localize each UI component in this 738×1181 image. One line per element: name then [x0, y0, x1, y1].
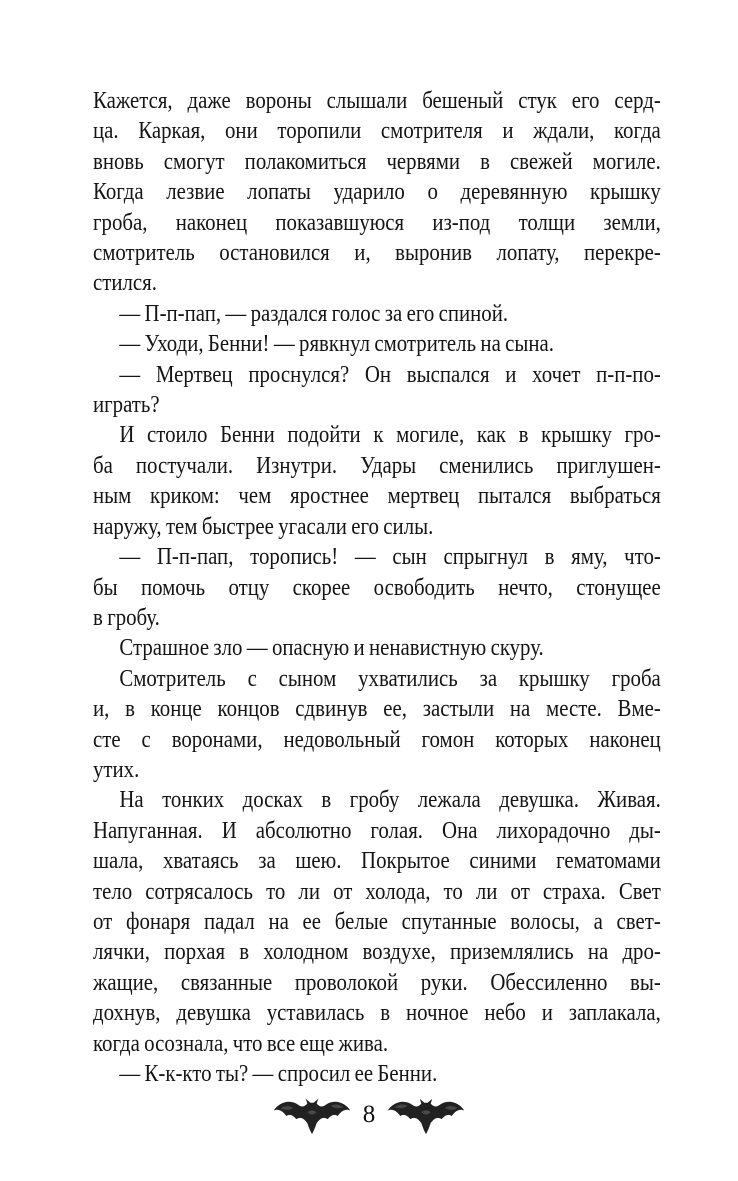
bat-icon [387, 1097, 465, 1135]
text-line: тело сотрясалось то ли от холода, то ли от страха. Свет [93, 877, 661, 905]
paragraph [93, 299, 661, 329]
page-number: 8 [362, 1101, 376, 1128]
paragraph [93, 1059, 661, 1089]
text-line: — П-п-пап, — раздался голос за его спиной. [119, 299, 509, 327]
text-line: жащие, связанные проволокой руки. Обессиленно вы- [93, 968, 661, 996]
bat-ornament-right [387, 1097, 465, 1135]
paragraph [93, 633, 661, 663]
text-line: и, в конце концов сдвинув ее, застыли на месте. Вме- [93, 695, 661, 723]
paragraph [93, 542, 661, 633]
text-line: — Мертвец проснулся? Он выспался и хочет п-п-по- [119, 360, 661, 388]
text-line: наружу, тем быстрее угасали его силы. [93, 512, 434, 540]
text-line: Смотритель с сыном ухватились за крышку гроба [119, 664, 661, 692]
text-line: в гробу. [93, 603, 160, 631]
text-line: Кажется, даже вороны слышали бешеный стук его серд- [93, 87, 661, 114]
text-line: лячки, порхая в холодном воздухе, приземлялись на дро- [93, 938, 661, 966]
text-line: от фонаря падал на ее белые спутанные волосы, а свет- [93, 907, 661, 935]
text-line: утих. [93, 755, 140, 783]
page-text [93, 86, 661, 1089]
page-footer [0, 1097, 738, 1135]
paragraph [93, 785, 661, 1059]
bat-icon [273, 1097, 351, 1135]
paragraph [93, 86, 661, 299]
text-line: бы помочь отцу скорее освободить нечто, стонущее [93, 573, 661, 601]
text-line: сте с воронами, недовольный гомон которых наконец [93, 725, 661, 753]
text-line: Страшное зло — опасную и ненавистную скуру. [119, 634, 544, 662]
text-line: гроба, наконец показавшуюся из-под толщи земли, [93, 208, 661, 236]
text-line: — К-к-кто ты? — спросил ее Бенни. [119, 1060, 438, 1087]
text-line: смотритель остановился и, выронив лопату, перекре- [93, 239, 661, 267]
text-line: Напуганная. И абсолютно голая. Она лихорадочно ды- [93, 816, 661, 844]
text-line: — П-п-пап, торопись! — сын спрыгнул в яму, что- [119, 543, 661, 571]
paragraph [93, 329, 661, 359]
paragraph [93, 360, 661, 421]
text-line: ба постучали. Изнутри. Удары сменились приглушен- [93, 451, 661, 479]
text-line: Когда лезвие лопаты ударило о деревянную крышку [93, 178, 661, 206]
text-line: вновь смогут полакомиться червями в свежей могиле. [93, 147, 661, 175]
bat-ornament-left [273, 1097, 351, 1135]
text-line: ным криком: чем яростнее мертвец пытался выбраться [93, 482, 661, 510]
paragraph [93, 420, 661, 542]
text-line: дохнув, девушка уставилась в ночное небо и заплакала, [93, 999, 661, 1027]
text-line: когда осознала, что все еще жива. [93, 1029, 389, 1057]
text-line: ца. Каркая, они торопили смотрителя и ждали, когда [93, 117, 661, 145]
text-line: шала, хватаясь за шею. Покрытое синими гематомами [93, 847, 661, 875]
text-line: стился. [93, 269, 157, 297]
text-line: На тонких досках в гробу лежала девушка. Живая. [119, 786, 661, 814]
text-line: — Уходи, Бенни! — рявкнул смотритель на сына. [119, 330, 555, 358]
paragraph [93, 664, 661, 786]
text-line: играть? [93, 391, 160, 419]
text-line: И стоило Бенни подойти к могиле, как в крышку гро- [119, 421, 661, 449]
